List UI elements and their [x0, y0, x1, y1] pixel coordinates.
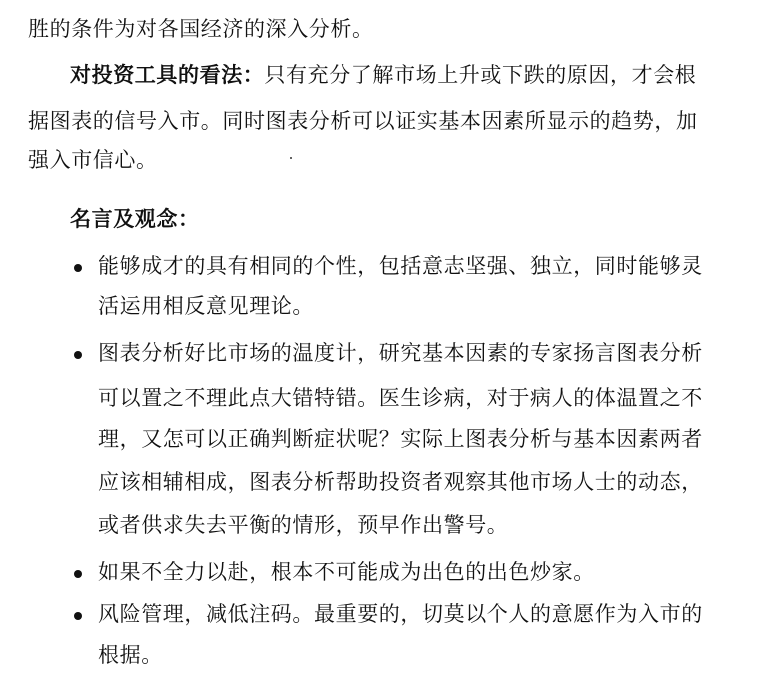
bullet-2-line-5: 或者供求失去平衡的情形，预早作出警号。: [98, 513, 509, 537]
investment-tools-heading: 对投资工具的看法：: [70, 63, 265, 87]
bullet-4-line-2: 根据。: [98, 643, 163, 667]
investment-tools-text: 只有充分了解市场上升或下跌的原因，才会根: [264, 63, 697, 87]
investment-tools-paragraph-line-1: [70, 60, 696, 90]
investment-tools-paragraph-line-2: 据图表的信号入市。同时图表分析可以证实基本因素所显示的趋势，加: [28, 109, 698, 133]
quotes-section-heading: 名言及观念：: [70, 207, 200, 231]
paragraph-continuation: 胜的条件为对各国经济的深入分析。: [28, 17, 374, 41]
bullet-dot: [74, 264, 82, 272]
bullet-dot: [74, 351, 82, 359]
bullet-2-line-1: 图表分析好比市场的温度计，研究基本因素的专家扬言图表分析: [98, 341, 703, 365]
investment-tools-paragraph-line-3: 强入市信心。: [28, 148, 158, 172]
bullet-3-line-1: 如果不全力以赴，根本不可能成为出色的出色炒家。: [98, 560, 595, 584]
bullet-1-line-1: 能够成才的具有相同的个性，包括意志坚强、独立，同时能够灵: [98, 254, 703, 278]
bullet-dot: [74, 612, 82, 620]
bullet-2-line-3: 理，又怎可以正确判断症状呢？实际上图表分析与基本因素两者: [98, 427, 703, 451]
print-speck: [290, 157, 292, 159]
bullet-4-line-1: 风险管理，减低注码。最重要的，切莫以个人的意愿作为入市的: [98, 602, 703, 626]
bullet-2-line-4: 应该相辅相成，图表分析帮助投资者观察其他市场人士的动态，: [98, 470, 703, 494]
bullet-dot: [74, 570, 82, 578]
bullet-2-line-2: 可以置之不理此点大错特错。医生诊病，对于病人的体温置之不: [98, 386, 703, 410]
bullet-1-line-2: 活运用相反意见理论。: [98, 294, 314, 318]
